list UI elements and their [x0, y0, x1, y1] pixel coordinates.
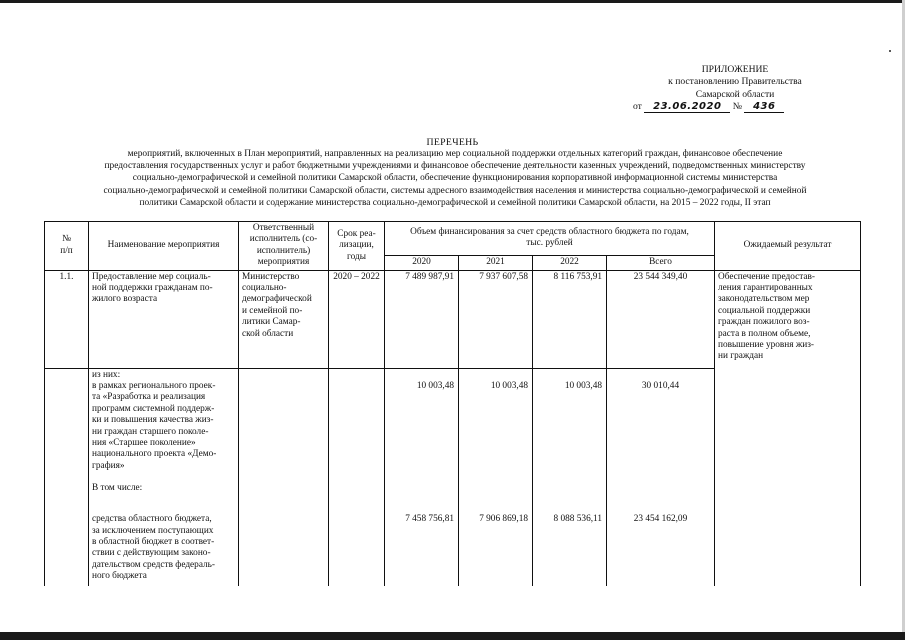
- row-value-2021: 10 003,48: [459, 368, 533, 506]
- appendix-line-2: Самарской области: [695, 88, 775, 100]
- handwritten-date: 23.06.2020: [644, 102, 730, 113]
- row-value-2021: 7 937 607,58: [459, 270, 533, 368]
- header-year-2020: 2020: [385, 255, 459, 270]
- row-value-2022: 10 003,48: [533, 368, 607, 506]
- header-total: Всего: [607, 255, 715, 270]
- appendix-line-1: к постановлению Правительства: [668, 76, 802, 88]
- header-year-2021: 2021: [459, 255, 533, 270]
- subtitle-line: мероприятий, включенных в План мероприятий, направленных на реализацию мер социальной поддержки отдельных категорий граждан, финансовое обеспечение: [127, 149, 783, 159]
- row-label: В том числе:: [92, 483, 143, 494]
- document-title: ПЕРЕЧЕНЬ: [426, 137, 479, 148]
- scan-speck: [889, 50, 891, 52]
- row-measure-name: средства областного бюджета, за исключением поступающих в областной бюджет в соответ- ствии с действующим законо- дательством средств федераль- ного бюджета: [89, 506, 239, 586]
- header-responsible: Ответственный исполнитель (со- исполнитель) мероприятия: [239, 222, 329, 271]
- header-number: № п/п: [45, 222, 89, 271]
- measures-table: [44, 221, 861, 586]
- header-funding: Объем финансирования за счет средств областного бюджета по годам, тыс. рублей: [385, 222, 715, 256]
- row-value-total: 23 544 349,40: [607, 270, 715, 368]
- table-row: [45, 270, 861, 368]
- header-expected-result: Ожидаемый результат: [715, 222, 861, 271]
- subtitle-line: предоставления государственных услуг и работ бюджетными учреждениями и финансовое обеспечение деятельности казенных учреждений, подведомственных министерству: [104, 161, 806, 172]
- row-value-total: 23 454 162,09: [607, 506, 715, 586]
- row-responsible: Министерство социально- демографической и семейной по- литики Самар- ской области: [239, 270, 329, 368]
- row-value-2022: 8 088 536,11: [533, 506, 607, 586]
- row-value-2020: 7 458 756,81: [385, 506, 459, 586]
- appendix-block: [630, 64, 840, 113]
- document-subtitle: [46, 148, 864, 209]
- number-prefix: №: [732, 100, 742, 112]
- scan-edge-top: [0, 0, 905, 3]
- row-value-2022: 8 116 753,91: [533, 270, 607, 368]
- row-expected-result: Обеспечение предостав- ления гарантированных законодательством мер социальной поддержки граждан пожилого воз- раста в полном объеме, повышение уровня жиз- ни граждан: [715, 270, 861, 586]
- row-label: из них:: [92, 369, 121, 380]
- appendix-title: ПРИЛОЖЕНИЕ: [701, 64, 769, 75]
- row-value-2021: 7 906 869,18: [459, 506, 533, 586]
- subtitle-line: политики Самарской области и содержание министерства социально-демографической и семейной политики Самарской области, на 2015 – 2022 годы, II этап: [139, 197, 771, 208]
- row-value-total: 30 010,44: [607, 368, 715, 506]
- row-measure-name: из них: в рамках регионального проек- та «Разработка и реализация программ системной поддерж- ки и повышения качества жиз- ни граждан старшего поколе- ния «Старшее поколение» национального проекта «Демо- графия» В том числе:: [89, 368, 239, 506]
- header-measure-name: Наименование мероприятия: [89, 222, 239, 271]
- appendix-date-line: [630, 101, 840, 113]
- scan-edge-bottom: [0, 632, 905, 640]
- row-number: 1.1.: [45, 270, 89, 368]
- date-prefix: от: [633, 100, 642, 112]
- row-value-2020: 7 489 987,91: [385, 270, 459, 368]
- row-term: 2020 – 2022: [329, 270, 385, 368]
- subtitle-line: социально-демографической и семейной политики Самарской области, обеспечение функционирования корпоративной информационной системы министерства: [132, 173, 778, 184]
- header-term: Срок реа- лизации, годы: [329, 222, 385, 271]
- row-value-2020: 10 003,48: [385, 368, 459, 506]
- row-measure-name: Предоставление мер социаль- ной поддержки гражданам по- жилого возраста: [89, 270, 239, 368]
- handwritten-number: 436: [744, 102, 784, 113]
- subtitle-line: социально-демографической и семейной политики Самарской области, системы адресного взаимодействия населения и министерства социально-демографической и семейной: [103, 185, 807, 196]
- header-year-2022: 2022: [533, 255, 607, 270]
